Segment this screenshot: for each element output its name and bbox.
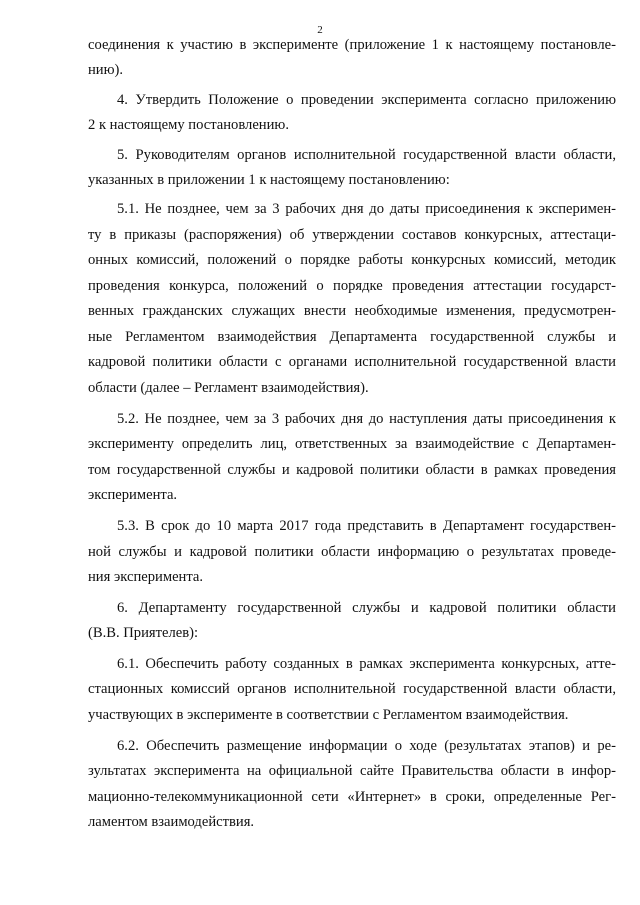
text-line: том государственной службы и кадровой политики области в рамках проведения [88,462,616,478]
text-line: 2 к настоящему постановлению. [88,117,289,133]
text-line: ния эксперимента. [88,569,204,585]
text-line: (В.В. Приятелев): [88,625,199,641]
text-line: ламентом взаимодействия. [88,814,255,830]
text-line: 6.1. Обеспечить работу созданных в рамках эксперимента конкурсных, атте- [117,656,616,672]
text-line: 5. Руководителям органов исполнительной государственной власти области, [117,147,616,163]
text-line: стационных комиссий органов исполнительной государственной власти области, [88,681,616,697]
text-line: ной службы и кадровой политики области информацию о результатах проведе- [88,544,616,560]
text-line: 5.2. Не позднее, чем за 3 рабочих дня до наступления даты присоединения к [117,411,616,427]
text-line: ные Регламентом взаимодействия Департамента государственной службы и [88,329,616,345]
text-line: нию). [88,62,124,78]
text-line: 4. Утвердить Положение о проведении эксперимента согласно приложению [117,92,616,108]
text-line: участвующих в эксперименте в соответствии с Регламентом взаимодействия. [88,707,569,723]
text-line: эксперимента. [88,487,178,503]
text-line: области (далее – Регламент взаимодействия). [88,380,369,396]
page-number: 2 [317,24,323,36]
text-line: 5.1. Не позднее, чем за 3 рабочих дня до даты присоединения к эксперимен- [117,201,616,217]
text-line: венных гражданских служащих внести необходимые изменения, предусмотрен- [88,303,616,319]
text-line: кадровой политики области с органами исполнительной государственной власти [88,354,616,370]
text-line: проведения конкурса, положений о порядке проведения аттестации государст- [88,278,616,294]
text-line: 6.2. Обеспечить размещение информации о ходе (результатах этапов) и ре- [117,738,616,754]
text-line: онных комиссий, положений о порядке работы конкурсных комиссий, методик [88,252,616,268]
text-line: ту в приказы (распоряжения) об утверждении составов конкурсных, аттестаци- [88,227,616,243]
text-line: указанных в приложении 1 к настоящему постановлению: [88,172,450,188]
text-line: мационно-телекоммуникационной сети «Интернет» в сроки, определенные Рег- [88,789,616,805]
text-line: 5.3. В срок до 10 марта 2017 года представить в Департамент государствен- [117,518,616,534]
text-line: 6. Департаменту государственной службы и кадровой политики области [117,600,616,616]
text-line: зультатах эксперимента на официальной сайте Правительства области в инфор- [88,763,616,779]
text-line: эксперименту определить лиц, ответственных за взаимодействие с Департамен- [88,436,616,452]
text-line: соединения к участию в эксперименте (приложение 1 к настоящему постановле- [88,37,616,53]
